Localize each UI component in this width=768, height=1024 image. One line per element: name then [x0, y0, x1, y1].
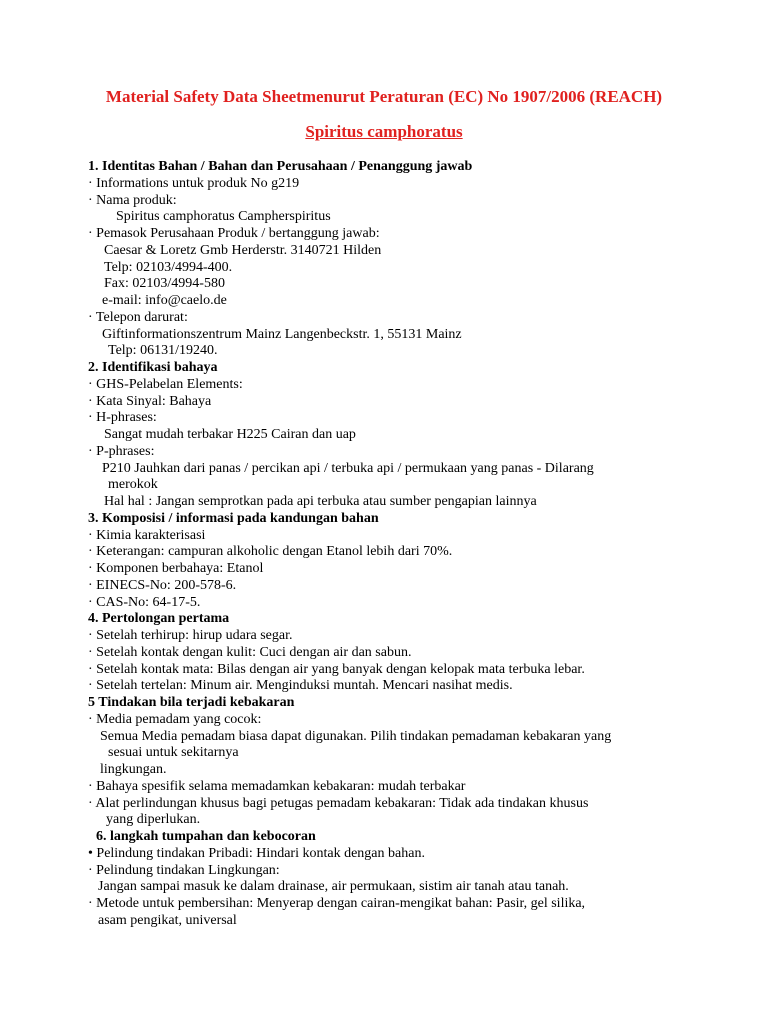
body-line: · Keterangan: campuran alkoholic dengan Etanol lebih dari 70%. [88, 544, 453, 560]
body-line: Spiritus camphoratus Campherspiritus [116, 209, 331, 225]
section-heading: 6. langkah tumpahan dan kebocoran [96, 829, 316, 844]
document-subtitle: Spiritus camphoratus [305, 122, 463, 141]
body-line: · Setelah kontak mata: Bilas dengan air yang banyak dengan kelopak mata terbuka lebar. [88, 661, 585, 677]
document-body [88, 159, 688, 930]
body-line: Telp: 06131/19240. [108, 343, 218, 359]
section-heading: 2. Identifikasi bahaya [88, 360, 218, 375]
body-line: Sangat mudah terbakar H225 Cairan dan uap [104, 427, 356, 442]
body-line: Caesar & Loretz Gmb Herderstr. 3140721 Hilden [104, 242, 382, 258]
body-line: yang diperlukan. [106, 812, 201, 828]
body-line: · Kimia karakterisasi [88, 527, 206, 543]
body-line: · Informations untuk produk No g219 [88, 175, 300, 191]
body-line: lingkungan. [100, 762, 167, 777]
body-line: Hal hal : Jangan semprotkan pada api terbuka atau sumber pengapian lainnya [104, 494, 537, 509]
document-title: Material Safety Data Sheetmenurut Peraturan (EC) No 1907/2006 (REACH) [105, 87, 663, 106]
body-line: e-mail: info@caelo.de [102, 293, 227, 308]
section-heading: 5 Tindakan bila terjadi kebakaran [88, 695, 295, 710]
body-line: · Nama produk: [88, 192, 177, 208]
body-line: · Setelah kontak dengan kulit: Cuci dengan air dan sabun. [88, 644, 412, 660]
body-line: · Metode untuk pembersihan: Menyerap dengan cairan-mengikat bahan: Pasir, gel silika, [88, 896, 586, 911]
body-line: · Media pemadam yang cocok: [88, 711, 262, 727]
body-line: Semua Media pemadam biasa dapat digunakan. Pilih tindakan pemadaman kebakaran yang [100, 728, 612, 744]
body-line: sesuai untuk sekitarnya [108, 745, 239, 761]
body-line: · CAS-No: 64-17-5. [88, 594, 201, 610]
section-heading: 4. Pertolongan pertama [88, 611, 230, 627]
body-line: · P-phrases: [88, 443, 155, 459]
body-line: · EINECS-No: 200-578-6. [88, 577, 237, 593]
body-line: · Setelah terhirup: hirup udara segar. [88, 628, 293, 643]
document-subtitle-wrap [0, 121, 768, 143]
body-line: · Komponen berbahaya: Etanol [88, 561, 264, 576]
section-heading: 1. Identitas Bahan / Bahan dan Perusahaan / Penanggung jawab [88, 159, 473, 174]
body-line: P210 Jauhkan dari panas / percikan api / terbuka api / permukaan yang panas - Dilarang [102, 460, 594, 476]
body-line: · Pelindung tindakan Lingkungan: [88, 862, 280, 878]
body-line: Giftinformationszentrum Mainz Langenbeckstr. 1, 55131 Mainz [102, 326, 462, 342]
body-line: asam pengikat, universal [98, 912, 237, 928]
body-line: • Pelindung tindakan Pribadi: Hindari kontak dengan bahan. [88, 845, 425, 861]
body-line: · Telepon darurat: [88, 309, 188, 325]
section-heading: 3. Komposisi / informasi pada kandungan bahan [88, 510, 379, 526]
body-line: Fax: 02103/4994-580 [104, 276, 225, 292]
body-line: Jangan sampai masuk ke dalam drainase, air permukaan, sistim air tanah atau tanah. [98, 879, 569, 895]
body-line: Telp: 02103/4994-400. [104, 259, 233, 275]
body-line: merokok [108, 477, 158, 493]
body-line: · Setelah tertelan: Minum air. Menginduksi muntah. Mencari nasihat medis. [88, 678, 513, 694]
body-line: · Alat perlindungan khusus bagi petugas pemadam kebakaran: Tidak ada tindakan khusus [88, 795, 589, 811]
body-line: · GHS-Pelabelan Elements: [88, 376, 243, 392]
body-line: · Kata Sinyal: Bahaya [88, 393, 212, 409]
body-line: · Bahaya spesifik selama memadamkan kebakaran: mudah terbakar [88, 778, 466, 794]
body-line: · Pemasok Perusahaan Produk / bertanggung jawab: [88, 226, 380, 241]
body-line: · H-phrases: [88, 410, 157, 426]
